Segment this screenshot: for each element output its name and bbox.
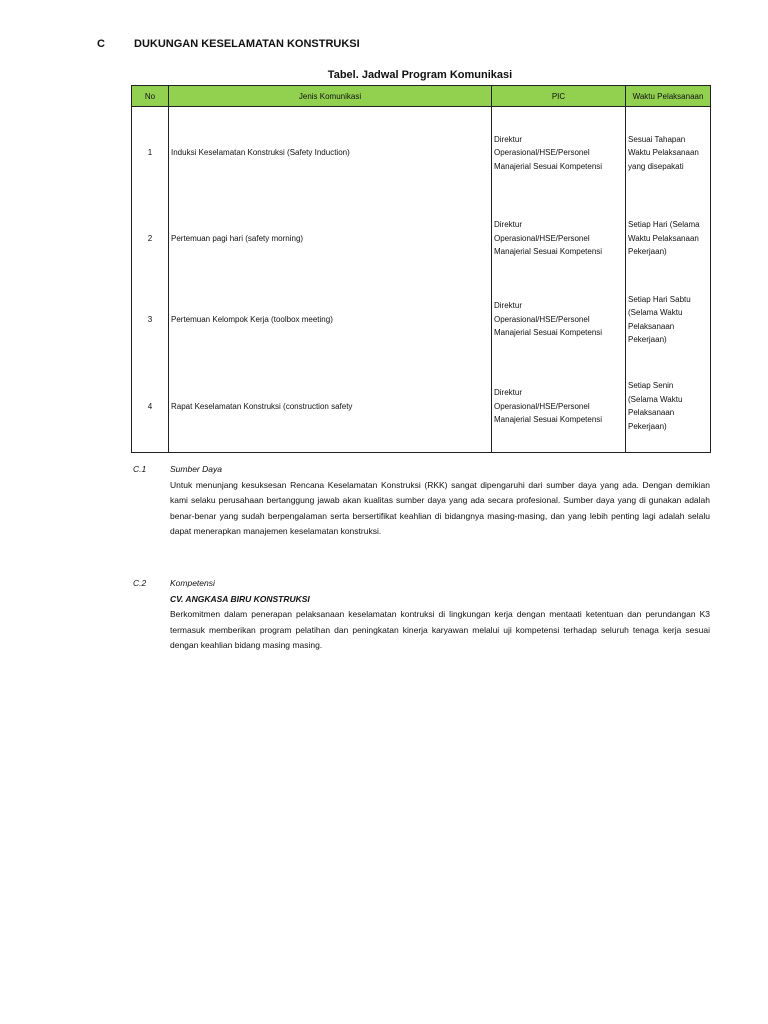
row-pic xyxy=(492,279,626,361)
header-waktu: Waktu Pelaksanaan xyxy=(626,86,711,107)
row-pic xyxy=(492,361,626,453)
c1-paragraph: Untuk menunjang kesuksesan Rencana Keselamatan Konstruksi (RKK) sangat dipengaruhi dari sumber daya yang ada. Dengan demikian kami selaku perusahaan bertanggung jawab akan kualitas sumber daya yang ada secara profesional. Sumber daya yang di gunakan adalah benar-benar yang sudah berpengalaman serta bersertifikat keahlian di bidangnya masing-masing, dan yang lebih penting lagi adalah selalu dapat menerapkan manajemen keselamatan konstruksi. xyxy=(170,479,710,536)
waktu-line: Setiap Hari Sabtu xyxy=(628,294,691,304)
table-header-row xyxy=(132,86,711,107)
row-pic xyxy=(492,199,626,279)
pic-line: Operasional/HSE/Personel xyxy=(494,401,590,411)
waktu-line: Setiap Hari (Selama xyxy=(628,220,700,230)
row-jenis: Induksi Keselamatan Konstruksi (Safety Induction) xyxy=(169,107,492,199)
pic-line: Operasional/HSE/Personel xyxy=(494,148,590,157)
pic-line: Direktur xyxy=(494,301,523,311)
waktu-line: Pekerjaan) xyxy=(628,335,667,344)
communication-schedule-table xyxy=(131,85,711,453)
waktu-line: Sesuai Tahapan xyxy=(628,134,686,144)
waktu-line: (Selama Waktu xyxy=(628,394,683,404)
row-no: 3 xyxy=(132,279,169,361)
waktu-line: yang disepakati xyxy=(628,161,684,171)
waktu-line: Pekerjaan) xyxy=(628,421,667,431)
row-no: 4 xyxy=(132,361,169,453)
pic-line: Operasional/HSE/Personel xyxy=(494,233,590,243)
pic-line: Manajerial Sesuai Kompetensi xyxy=(494,328,603,338)
waktu-line: (Selama Waktu xyxy=(628,308,683,317)
row-waktu xyxy=(626,199,711,279)
table-row xyxy=(132,107,711,199)
row-waktu xyxy=(626,361,711,453)
row-no: 2 xyxy=(132,199,169,279)
c2-title: Kompetensi xyxy=(170,578,215,588)
pic-line: Manajerial Sesuai Kompetensi xyxy=(494,247,603,257)
header-jenis: Jenis Komunikasi xyxy=(169,86,492,107)
row-jenis: Pertemuan pagi hari (safety morning) xyxy=(169,199,492,279)
waktu-line: Pelaksanaan xyxy=(628,408,675,418)
c2-company: CV. ANGKASA BIRU KONSTRUKSI xyxy=(170,593,310,604)
c1-number: C.1 xyxy=(133,464,147,474)
pic-line: Manajerial Sesuai Kompetensi xyxy=(494,161,603,171)
c2-paragraph: Berkomitmen dalam penerapan pelaksanaan keselamatan kontruksi di lingkungan kerja dengan mentaati ketentuan dan perundangan K3 termasuk memberikan program pelatihan dan peningkatan kinerja karyawan melalui uji kompetensi terhadap seluruh tenaga kerja sesuai dengan keahlian bidang masing masing. xyxy=(170,609,710,650)
waktu-line: Waktu Pelaksanaan xyxy=(628,233,699,243)
row-waktu xyxy=(626,107,711,199)
waktu-line: Setiap Senin xyxy=(628,381,674,391)
c2-number: C.2 xyxy=(133,578,147,588)
header-no: No xyxy=(132,86,169,107)
section-title: DUKUNGAN KESELAMATAN KONSTRUKSI xyxy=(134,38,360,50)
section-heading xyxy=(97,38,360,50)
table-caption: Tabel. Jadwal Program Komunikasi xyxy=(327,69,513,81)
waktu-line: Pekerjaan) xyxy=(628,247,667,257)
table-row xyxy=(132,199,711,279)
pic-line: Direktur xyxy=(494,388,523,397)
pic-line: Manajerial Sesuai Kompetensi xyxy=(494,415,603,424)
pic-line: Direktur xyxy=(494,220,523,230)
row-pic xyxy=(492,107,626,199)
row-jenis: Pertemuan Kelompok Kerja (toolbox meeting) xyxy=(169,279,492,361)
waktu-line: Pelaksanaan xyxy=(628,321,675,331)
waktu-line: Waktu Pelaksanaan xyxy=(628,148,699,157)
header-pic: PIC xyxy=(492,86,626,107)
row-jenis: Rapat Keselamatan Konstruksi (construction safety xyxy=(169,361,492,453)
section-letter: C xyxy=(97,38,105,50)
row-waktu xyxy=(626,279,711,361)
table-row xyxy=(132,361,711,453)
pic-line: Direktur xyxy=(494,134,523,144)
pic-line: Operasional/HSE/Personel xyxy=(494,314,590,324)
row-no: 1 xyxy=(132,107,169,199)
table-row xyxy=(132,279,711,361)
c1-title: Sumber Daya xyxy=(170,464,222,474)
